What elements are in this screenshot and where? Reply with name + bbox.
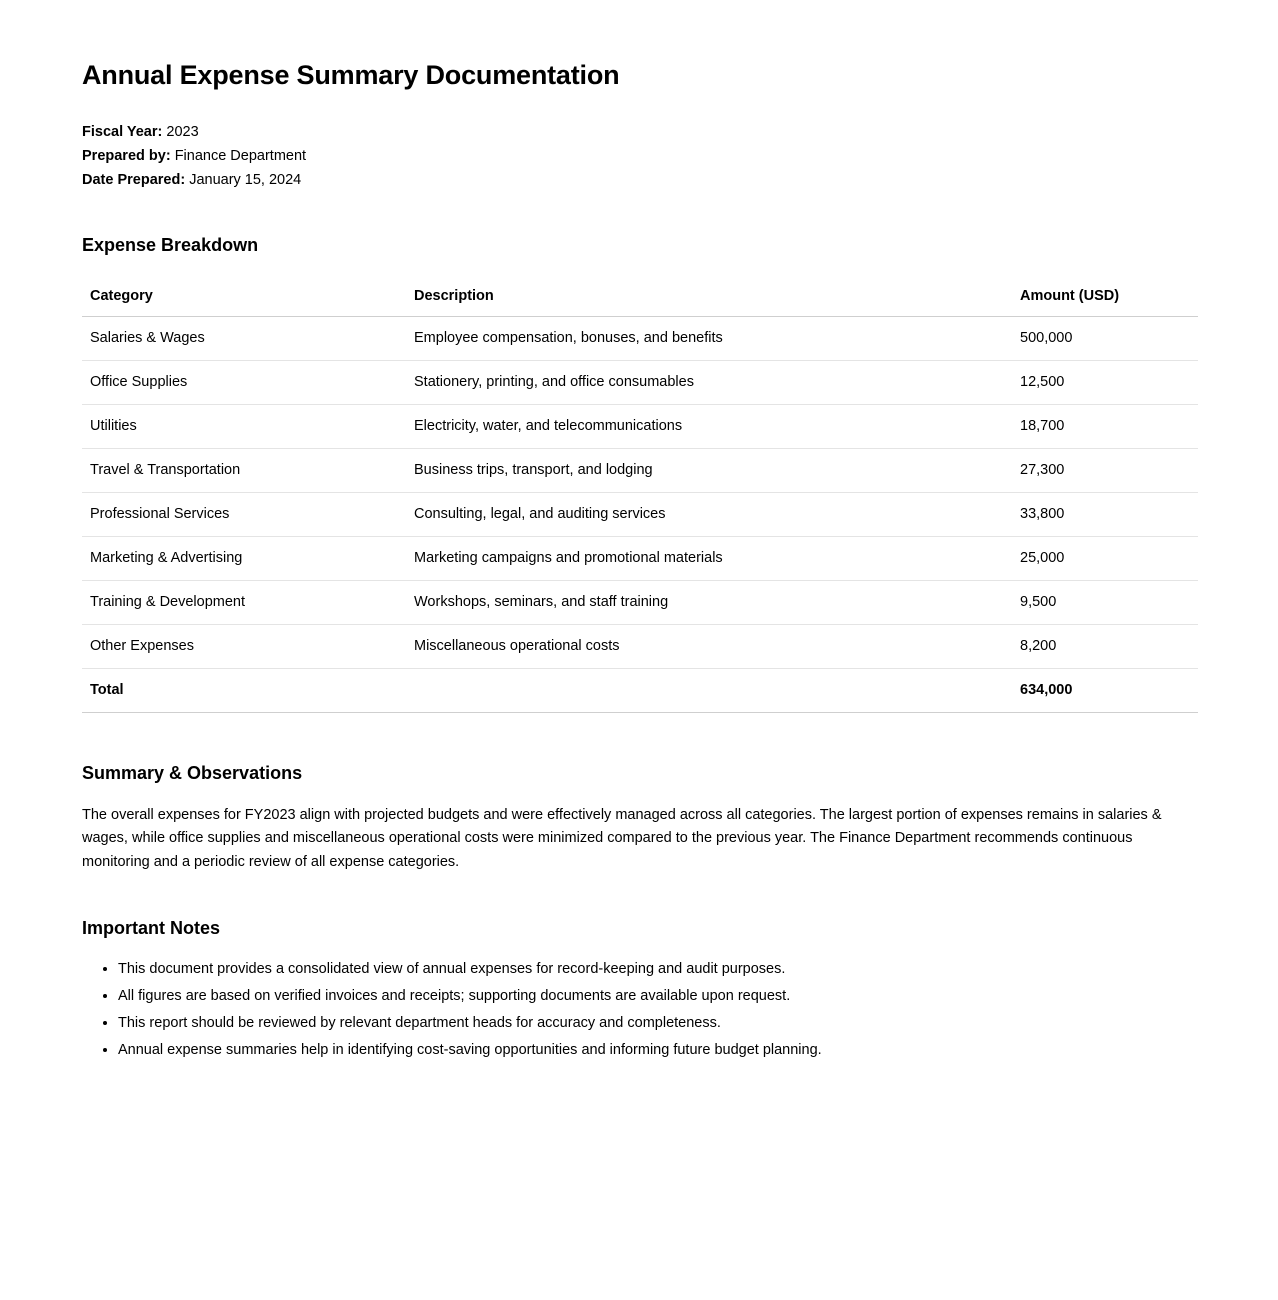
cell-category: Professional Services [82, 492, 406, 536]
meta-date-prepared [82, 169, 1198, 193]
cell-description: Employee compensation, bonuses, and benefits [406, 316, 1012, 360]
table-row [82, 580, 1198, 624]
cell-total-amount: 634,000 [1012, 668, 1198, 712]
cell-description: Electricity, water, and telecommunications [406, 404, 1012, 448]
cell-category: Training & Development [82, 580, 406, 624]
list-item: • All figures are based on verified invoices and receipts; supporting documents are available upon request. [118, 984, 1198, 1009]
meta-prepared-by-label: Prepared by: [82, 147, 171, 164]
summary-heading: Summary & Observations [82, 762, 303, 783]
cell-amount: 33,800 [1012, 492, 1198, 536]
cell-description: Workshops, seminars, and staff training [406, 580, 1012, 624]
important-notes-heading: Important Notes [82, 918, 221, 939]
meta-fiscal-year-value: 2023 [166, 124, 199, 140]
cell-category: Travel & Transportation [82, 448, 406, 492]
cell-category: Salaries & Wages [82, 316, 406, 360]
cell-amount: 27,300 [1012, 448, 1198, 492]
page-title: Annual Expense Summary Documentation [82, 60, 620, 90]
meta-prepared-by [82, 145, 1198, 169]
cell-amount: 8,200 [1012, 624, 1198, 668]
cell-description: Miscellaneous operational costs [406, 624, 1012, 668]
document-metadata [82, 121, 1198, 193]
cell-amount: 18,700 [1012, 404, 1198, 448]
column-header-category: Category [82, 278, 406, 317]
meta-prepared-by-value: Finance Department [174, 147, 307, 164]
table-row [82, 316, 1198, 360]
expense-breakdown-table [82, 278, 1198, 713]
cell-amount: 12,500 [1012, 360, 1198, 404]
cell-amount: 9,500 [1012, 580, 1198, 624]
cell-total-description [406, 668, 1012, 712]
cell-description: Marketing campaigns and promotional materials [406, 536, 1012, 580]
cell-category: Office Supplies [82, 360, 406, 404]
cell-category: Marketing & Advertising [82, 536, 406, 580]
cell-category: Utilities [82, 404, 406, 448]
list-item: • This document provides a consolidated view of annual expenses for record-keeping and audit purposes. [118, 957, 1198, 982]
column-header-amount: Amount (USD) [1012, 278, 1198, 317]
cell-category: Other Expenses [82, 624, 406, 668]
list-item: • This report should be reviewed by relevant department heads for accuracy and completeness. [118, 1011, 1198, 1036]
table-row [82, 624, 1198, 668]
table-row [82, 360, 1198, 404]
table-row [82, 492, 1198, 536]
important-notes-list [82, 957, 1198, 1063]
table-row [82, 448, 1198, 492]
cell-description: Stationery, printing, and office consumables [406, 360, 1012, 404]
cell-description: Business trips, transport, and lodging [406, 448, 1012, 492]
table-row [82, 536, 1198, 580]
meta-fiscal-year-label: Fiscal Year: [82, 124, 163, 140]
table-total-row [82, 668, 1198, 712]
expense-breakdown-heading: Expense Breakdown [82, 234, 259, 255]
table-header-row [82, 278, 1198, 317]
meta-date-prepared-value: January 15, 2024 [189, 171, 302, 188]
meta-date-prepared-label: Date Prepared: [82, 171, 186, 188]
meta-fiscal-year [82, 121, 1198, 145]
table-row [82, 404, 1198, 448]
cell-amount: 500,000 [1012, 316, 1198, 360]
cell-amount: 25,000 [1012, 536, 1198, 580]
cell-total-label: Total [82, 668, 406, 712]
cell-description: Consulting, legal, and auditing services [406, 492, 1012, 536]
column-header-description: Description [406, 278, 1012, 317]
list-item: • Annual expense summaries help in identifying cost-saving opportunities and informing future budget planning. [118, 1038, 1198, 1063]
summary-paragraph: The overall expenses for FY2023 align with projected budgets and were effectively managed across all categories. The largest portion of expenses remains in salaries & wages, while office supplies and miscellaneous operational costs were minimized compared to the previous year. The Finance Department recommends continuous monitoring and a periodic review of all expense categories. [82, 806, 1162, 870]
